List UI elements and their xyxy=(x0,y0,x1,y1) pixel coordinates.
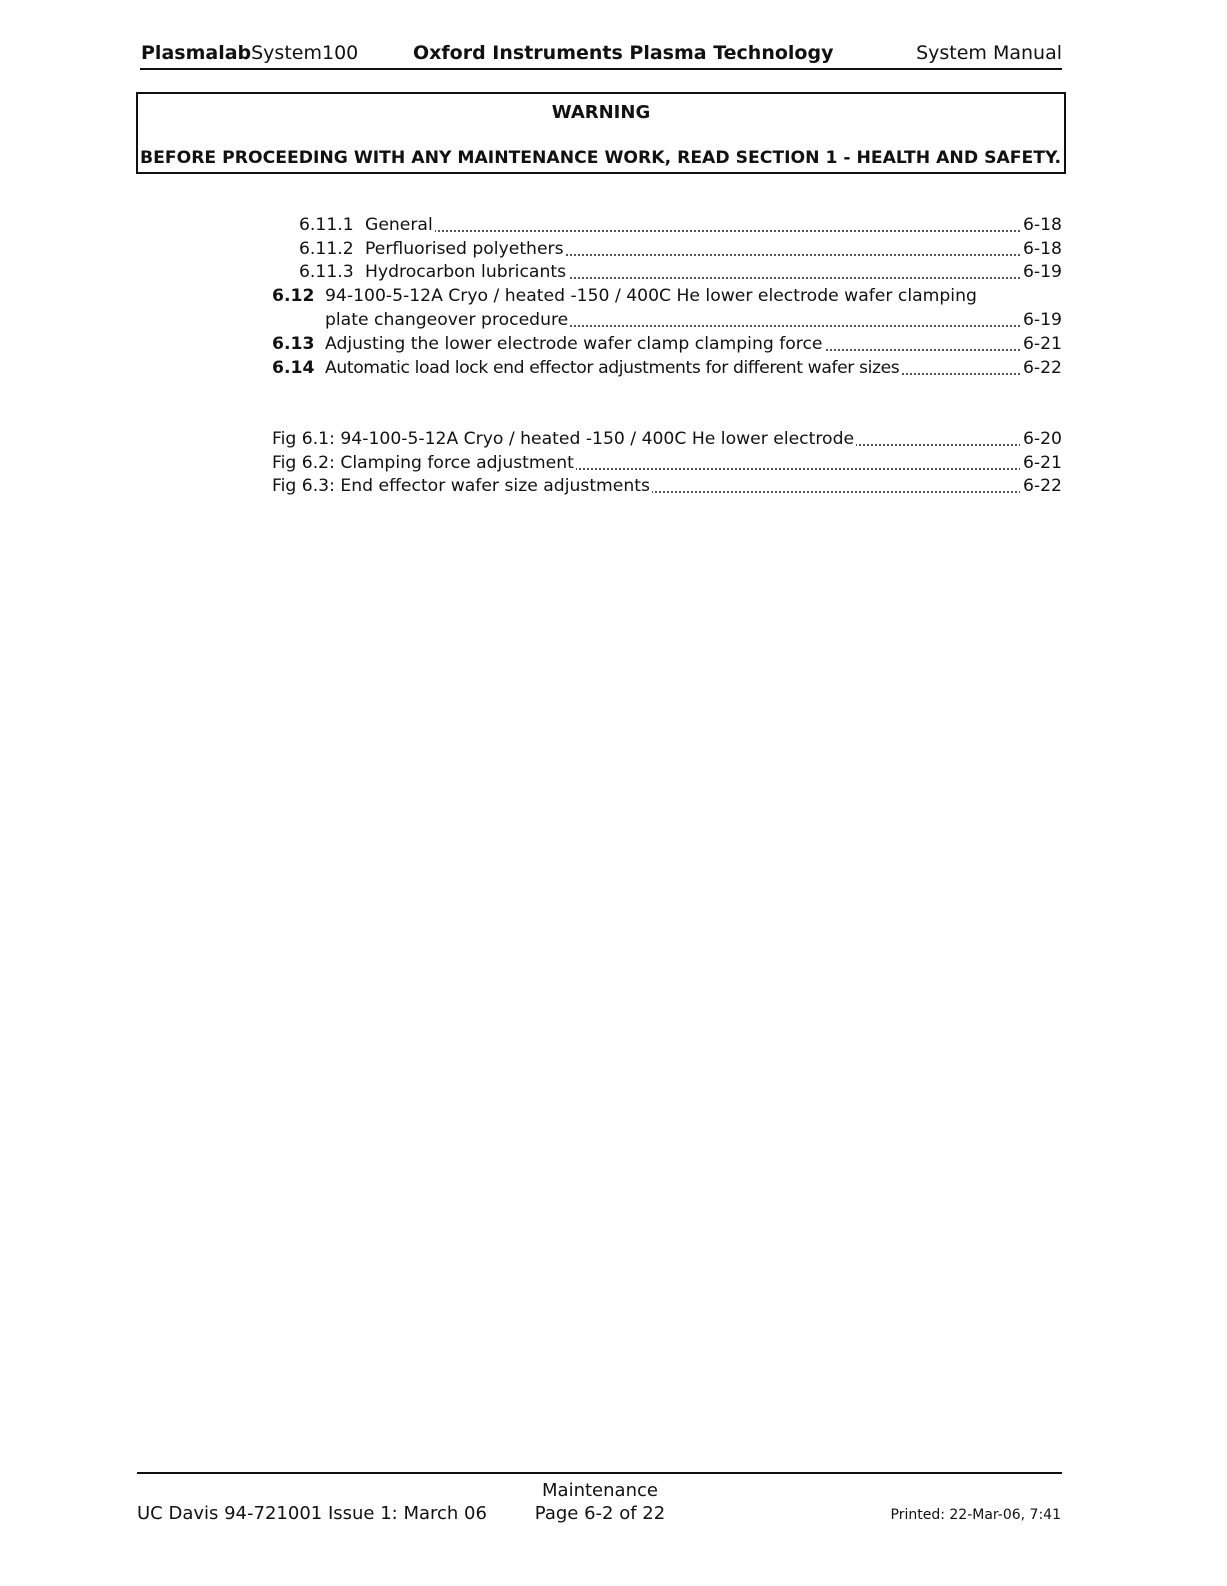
toc-entry-page: 6-22 xyxy=(1020,356,1062,380)
figure-title: Fig 6.3: End effector wafer size adjustments xyxy=(272,476,650,496)
figure-title: Fig 6.2: Clamping force adjustment xyxy=(272,453,574,473)
warning-box xyxy=(136,92,1066,174)
toc-entry[interactable] xyxy=(272,237,1062,261)
toc-entry-number: 6.14 xyxy=(272,358,315,378)
toc-entry[interactable] xyxy=(272,356,1062,380)
figure-title: Fig 6.1: 94-100-5-12A Cryo / heated -150 / 400C He lower electrode xyxy=(272,429,855,449)
figure-page: 6-22 xyxy=(1020,474,1062,498)
footer-rule xyxy=(137,1472,1062,1474)
toc-entry-number: 6.11.1 xyxy=(299,215,354,235)
header-product-bold: Plasmalab xyxy=(141,42,252,64)
toc-entry-title: Perfluorised polyethers xyxy=(365,239,564,259)
figure-page: 6-21 xyxy=(1020,451,1062,475)
toc-entry-title: General xyxy=(365,215,433,235)
toc-entry[interactable] xyxy=(272,332,1062,356)
toc-entry-title-line1: 94-100-5-12A Cryo / heated -150 / 400C He lower electrode wafer clamping xyxy=(325,286,977,306)
toc-entry-number: 6.13 xyxy=(272,334,315,354)
toc-entry-title: Hydrocarbon lubricants xyxy=(365,262,567,282)
toc-entry-title: Automatic load lock end effector adjustments for different wafer sizes xyxy=(325,358,900,378)
toc-entry-page: 6-19 xyxy=(1020,260,1062,284)
toc-entry-number: 6.11.3 xyxy=(299,262,354,282)
toc-entry[interactable] xyxy=(272,213,1062,237)
figure-entry[interactable] xyxy=(272,427,1062,451)
footer-printed: Printed: 22-Mar-06, 7:41 xyxy=(890,1507,1061,1523)
toc-entry-multiline[interactable] xyxy=(272,284,1062,308)
footer-section: Maintenance xyxy=(542,1480,658,1501)
figure-page: 6-20 xyxy=(1020,427,1062,451)
header-product-light: System100 xyxy=(251,42,359,64)
header-rule xyxy=(140,68,1062,70)
toc-entry-number: 6.11.2 xyxy=(299,239,354,259)
figure-entry[interactable] xyxy=(272,451,1062,475)
toc-entry-title: Adjusting the lower electrode wafer clamp clamping force xyxy=(325,334,823,354)
toc-entry-continuation[interactable] xyxy=(272,308,1062,332)
warning-text: BEFORE PROCEEDING WITH ANY MAINTENANCE WORK, READ SECTION 1 - HEALTH AND SAFETY. xyxy=(140,148,1062,168)
toc-entry-page: 6-21 xyxy=(1020,332,1062,356)
figure-entry[interactable] xyxy=(272,474,1062,498)
toc-entry-page: 6-19 xyxy=(1020,308,1062,332)
dot-leader xyxy=(365,230,1024,232)
header-company: Oxford Instruments Plasma Technology xyxy=(413,42,834,64)
toc-entry[interactable] xyxy=(272,260,1062,284)
toc-entry-number: 6.12 xyxy=(272,286,315,306)
toc-entry-page: 6-18 xyxy=(1020,237,1062,261)
footer-doc-ref: UC Davis 94-721001 Issue 1: March 06 xyxy=(137,1503,487,1524)
toc-entry-title: plate changeover procedure xyxy=(325,310,569,330)
footer-page-number: Page 6-2 of 22 xyxy=(534,1503,666,1524)
warning-title: WARNING xyxy=(551,102,651,123)
header-doc-type: System Manual xyxy=(916,42,1062,64)
toc-entry-page: 6-18 xyxy=(1020,213,1062,237)
header-product xyxy=(141,42,358,64)
